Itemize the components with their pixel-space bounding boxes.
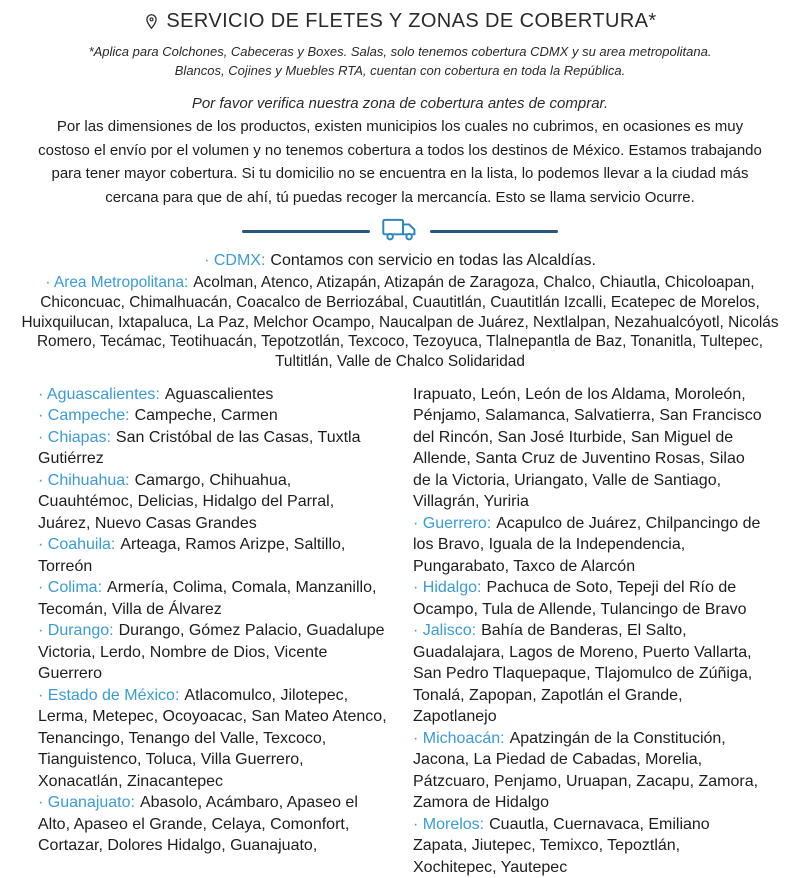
state-municipalities: Cuautla, Cuernavaca, Emiliano Zapata, Jiutepec, Temixco, Tepoztlán, Xochitepec, Yautepec [413,815,710,876]
state-label: · Coahuila: [38,536,116,554]
page-header [0,10,800,33]
state-entry-jalisco [413,620,762,728]
disclaimer-line-2: Blancos, Cojines y Muebles RTA, cuentan con cobertura en toda la República. [174,63,626,78]
state-entry-guanajuato-continued [413,384,762,513]
cdmx-text: Contamos con servicio en todas las Alcaldías. [270,252,596,269]
state-entry-guerrero [413,513,762,578]
metro-text: Acolman, Atenco, Atizapán, Atizapán de Zaragoza, Chalco, Chiautla, Chicoloapan, Chiconcuac, Chimalhuacán, Coacalco de Berriozábal, Cuautitlán, Cuautitlán Izcalli, Ecatepec de Morelos, Huixquilucan, Ixtapaluca, La Paz, Melchor Ocampo, Naucalpan de Juárez, Nextlalpan, Nezahualcóyotl, Nicolás Romero, Tecámac, Teotihuacán, Tepotzotlán, Texcoco, Tezoyuca, Tlalnepantla de Baz, Tonanitla, Tultepec, Tultitlán, Valle de Chalco Solidaridad [21,274,779,371]
state-label: · Chiapas: [38,428,111,446]
truck-divider [0,216,800,247]
state-municipalities: Atlacomulco, Jilotepec, Lerma, Metepec, Ocoyoacac, San Mateo Atenco, Tenancingo, Tenango del Valle, Texcoco, Tianguistenco, Toluca, Villa Guerrero, Xonacatlán, Zinacantepec [38,686,387,790]
state-municipalities: San Cristóbal de las Casas, Tuxtla Gutiérrez [38,428,361,468]
coverage-explanation: Por las dimensiones de los productos, existen municipios los cuales no cubrimos, en ocasiones es muy costoso el envío por el volumen y no tenemos cobertura a todos los destinos de México. Estamos trabajando para tener mayor cobertura. Si tu domicilio no se encuentra en la lista, lo podemos llevar a la ciudad más cercana para que de ahí, tú puedas recoger la mercancía. Esto se llama servicio Ocurre. [38,118,762,206]
state-municipalities: Bahía de Banderas, El Salto, Guadalajara, Lagos de Moreno, Puerto Vallarta, San Pedro Tlaquepaque, Tlajomulco de Zúñiga, Tonalá, Zapopan, Zapotlán el Grande, Zapotlanejo [413,622,753,726]
cdmx-label: · CDMX: [204,252,266,269]
state-municipalities: Aguascalientes [164,385,274,403]
state-entry-aguascalientes [38,384,387,406]
state-municipalities: Acapulco de Juárez, Chilpancingo de los Bravo, Iguala de la Independencia, Pungarabato, Taxco de Alarcón [413,514,761,575]
state-entry-estado-de-mexico [38,685,387,793]
divider-rule-left [242,230,370,233]
location-pin-icon [143,13,160,30]
state-municipalities: Abasolo, Acámbaro, Apaseo el Alto, Apaseo el Grande, Celaya, Comonfort, Cortazar, Dolores Hidalgo, Guanajuato, [38,794,358,855]
states-column-left [38,384,387,878]
state-label: · Estado de México: [38,686,180,704]
state-entry-campeche [38,405,387,427]
disclaimer-line-1: *Aplica para Colchones, Cabeceras y Boxes. Salas, solo tenemos cobertura CDMX y su area metropolitana. [88,44,712,59]
state-entry-chiapas [38,427,387,470]
state-entry-chihuahua [38,470,387,535]
state-municipalities: Irapuato, León, León de los Aldama, Moroleón, Pénjamo, Salamanca, Salvatierra, San Francisco del Rincón, San José Iturbide, San Miguel de Allende, Santa Cruz de Juventino Rosas, Silao de la Victoria, Uriangato, Valle de Santiago, Villagrán, Yuriria [413,385,762,511]
state-label: · Guanajuato: [38,794,135,812]
state-entry-michoacan [413,728,762,814]
state-entry-colima [38,577,387,620]
state-entry-durango [38,620,387,685]
metro-label: · Area Metropolitana: [45,274,189,291]
states-columns [0,384,800,878]
state-label: · Aguascalientes: [38,385,160,403]
page-title: SERVICIO DE FLETES Y ZONAS DE COBERTURA* [166,10,657,32]
product-disclaimer [0,42,800,80]
state-label: · Guerrero: [413,514,492,532]
state-municipalities: Campeche, Carmen [134,407,278,425]
state-entry-hidalgo [413,577,762,620]
state-entry-guanajuato [38,792,387,857]
verify-note: Por favor verifica nuestra zona de cobertura antes de comprar. [191,95,609,112]
divider-rule-right [430,230,558,233]
state-municipalities: Armería, Colima, Comala, Manzanillo, Tecomán, Villa de Álvarez [38,579,377,618]
state-entry-morelos [413,814,762,878]
metro-entry [16,273,784,372]
truck-icon [381,216,419,247]
state-label: · Hidalgo: [413,579,482,597]
state-entry-coahuila [38,534,387,577]
state-label: · Chihuahua: [38,471,130,489]
state-municipalities: Pachuca de Soto, Tepeji del Río de Ocampo, Tula de Allende, Tulancingo de Bravo [413,579,747,618]
state-label: · Durango: [38,622,114,640]
state-label: · Morelos: [413,815,485,833]
state-label: · Campeche: [38,407,130,425]
state-label: · Michoacán: [413,729,505,747]
states-column-right [413,384,762,878]
state-municipalities: Apatzingán de la Constitución, Jacona, La Piedad de Cabadas, Morelia, Pátzcuaro, Penjamo, Uruapan, Zacapu, Zamora, Zamora de Hidalgo [413,729,759,812]
state-municipalities: Camargo, Chihuahua, Cuauhtémoc, Delicias, Hidalgo del Parral, Juárez, Nuevo Casas Grandes [38,471,335,532]
state-municipalities: Durango, Gómez Palacio, Guadalupe Victoria, Lerdo, Nombre de Dios, Vicente Guerrero [38,622,385,683]
state-municipalities: Arteaga, Ramos Arizpe, Saltillo, Torreón [38,536,346,575]
state-label: · Jalisco: [413,622,477,640]
state-label: · Colima: [38,579,103,597]
cdmx-entry [0,252,800,270]
